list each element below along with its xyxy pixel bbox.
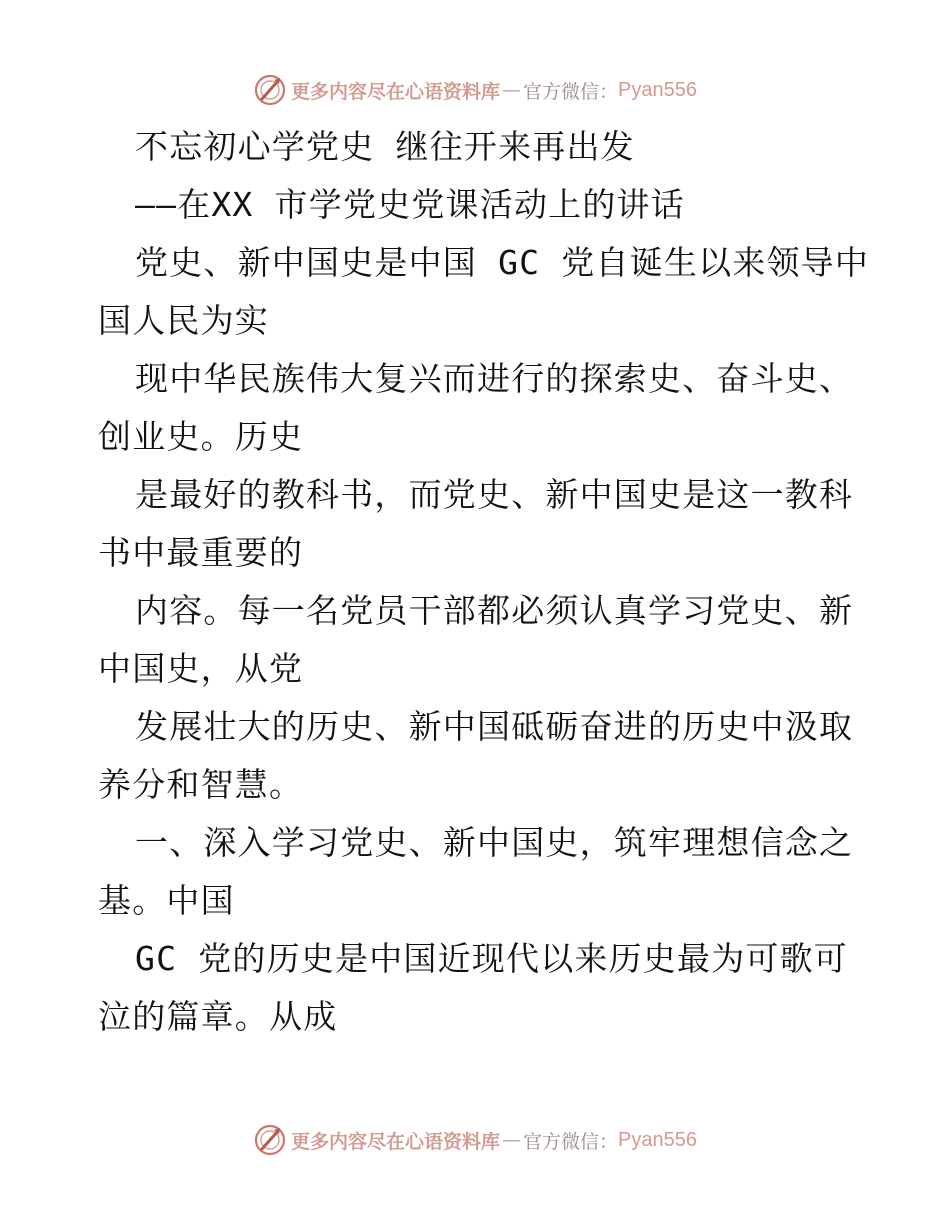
body-line: 基。中国	[98, 881, 235, 920]
body-line: 创业史。历史	[98, 417, 304, 456]
body-line: 养分和智慧。	[98, 765, 304, 804]
watermark-main-text: 更多内容尽在心语资料库	[291, 80, 501, 103]
footer-watermark	[0, 1120, 950, 1160]
watermark-wechat-label: 官方微信：	[523, 1130, 619, 1153]
body-line: GC 党的历史是中国近现代以来历史最为可歌可	[135, 939, 849, 978]
body-line: 内容。每一名党员干部都必须认真学习党史、新	[135, 591, 854, 630]
body-line: 现中华民族伟大复兴而进行的探索史、奋斗史、	[135, 359, 854, 398]
body-line: 书中最重要的	[98, 533, 304, 572]
document-subtitle: ——在XX 市学党史党课活动上的讲话	[135, 185, 685, 224]
watermark-main-text: 更多内容尽在心语资料库	[291, 1130, 501, 1153]
document-title: 不忘初心学党史 继往开来再出发	[135, 127, 635, 166]
body-line: 国人民为实	[98, 301, 269, 340]
body-line: 发展壮大的历史、新中国砥砺奋进的历史中汲取	[135, 707, 854, 746]
header-watermark	[0, 70, 950, 110]
watermark-wechat-id: Pyan556	[618, 78, 697, 101]
section-heading-line: 一、深入学习党史、新中国史，筑牢理想信念之	[135, 823, 854, 862]
seal-logo-icon	[253, 1123, 287, 1157]
body-line: 党史、新中国史是中国 GC 党自诞生以来领导中	[135, 243, 870, 282]
watermark-dash: —	[502, 1129, 522, 1151]
watermark-dash: —	[502, 79, 522, 101]
body-line: 是最好的教科书，而党史、新中国史是这一教科	[135, 475, 854, 514]
body-line: 泣的篇章。从成	[98, 997, 338, 1036]
seal-logo-icon	[253, 73, 287, 107]
body-line: 中国史，从党	[98, 649, 304, 688]
watermark-wechat-label: 官方微信：	[523, 80, 619, 103]
watermark-wechat-id: Pyan556	[618, 1128, 697, 1151]
